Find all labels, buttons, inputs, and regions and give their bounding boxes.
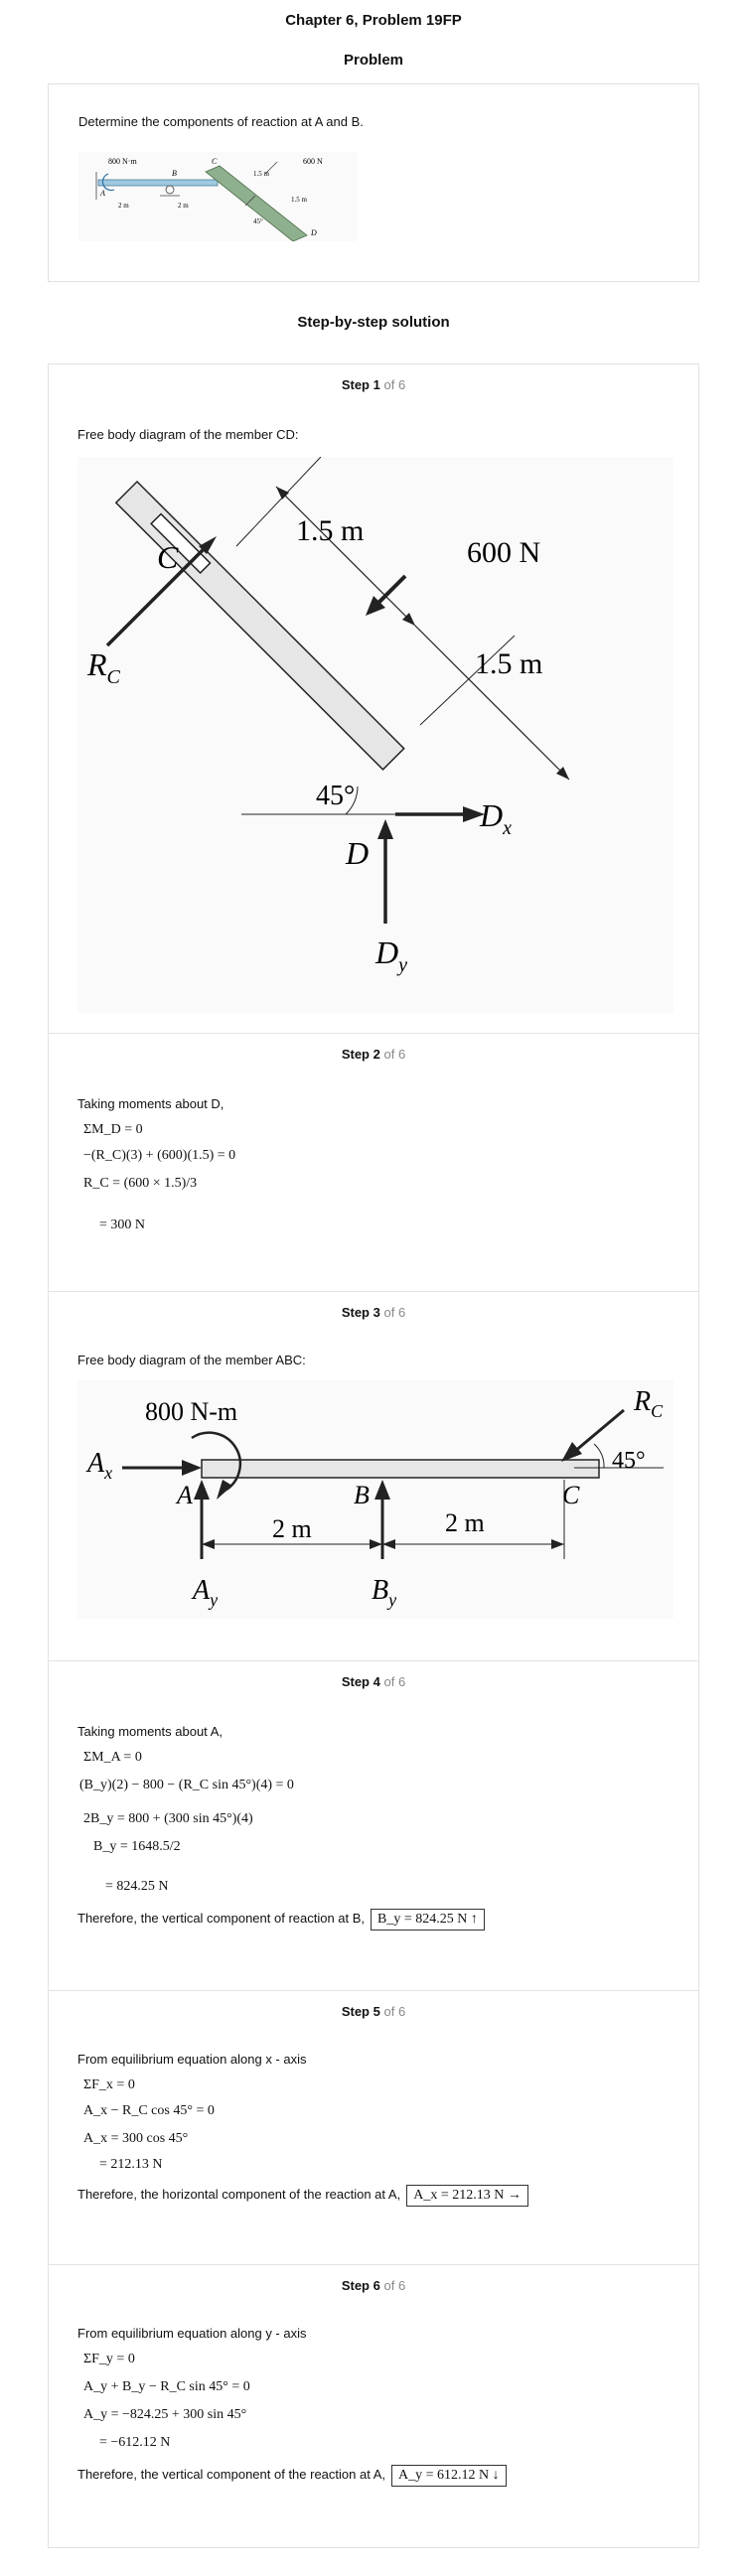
step-2-of: of 6 bbox=[383, 1047, 406, 1062]
step-5-line-1: ΣF_x = 0 bbox=[83, 2077, 135, 2092]
step-5-line-3: A_x = 300 cos 45° bbox=[83, 2131, 189, 2146]
step-2-number: 2 bbox=[373, 1047, 380, 1062]
problem-moment-label: 800 N·m bbox=[108, 157, 137, 166]
problem-label-b: B bbox=[172, 169, 177, 178]
problem-heading: Problem bbox=[343, 52, 403, 69]
step-1-of: of 6 bbox=[383, 377, 406, 392]
step-5-text: From equilibrium equation along x - axis bbox=[77, 2052, 307, 2067]
step-3-span2-label: 2 m bbox=[445, 1508, 485, 1537]
problem-dim2-label: 1.5 m bbox=[291, 196, 307, 204]
problem-label-a: A bbox=[100, 189, 105, 198]
step-1-figure bbox=[77, 457, 673, 1013]
step-5-header bbox=[0, 2004, 747, 2019]
step-4-line-2: (B_y)(2) − 800 − (R_C sin 45°)(4) = 0 bbox=[79, 1778, 294, 1792]
step-1-word: Step bbox=[341, 377, 370, 392]
step-4-of: of 6 bbox=[383, 1674, 406, 1689]
step-3-text: Free body diagram of the member ABC: bbox=[77, 1353, 306, 1367]
step-3-label-c: C bbox=[562, 1481, 580, 1509]
step-3-ax-label: $A_x$ bbox=[87, 1448, 113, 1483]
step-6-line-3: A_y = −824.25 + 300 sin 45° bbox=[83, 2407, 247, 2422]
step-6-header bbox=[0, 2278, 747, 2293]
step-6-of: of 6 bbox=[383, 2278, 406, 2293]
step-1-dy-label: $D_y$ bbox=[375, 934, 407, 976]
problem-dim1-label: 1.5 m bbox=[253, 170, 269, 178]
step-1-dx-label: $D_x$ bbox=[480, 797, 512, 839]
step-2-line-3: R_C = (600 × 1.5)/3 bbox=[83, 1176, 198, 1191]
problem-force-label: 600 N bbox=[303, 157, 323, 166]
problem-label-c: C bbox=[212, 157, 218, 166]
step-6-line-2: A_y + B_y − R_C sin 45° = 0 bbox=[83, 2379, 250, 2394]
step-2-text: Taking moments about D, bbox=[77, 1096, 224, 1111]
step-separator bbox=[48, 1990, 699, 1991]
problem-label-d: D bbox=[311, 228, 317, 237]
problem-span1-label: 2 m bbox=[118, 202, 129, 210]
step-1-dim1-label: 1.5 m bbox=[296, 514, 365, 547]
problem-angle-label: 45° bbox=[253, 217, 263, 225]
step-5-of: of 6 bbox=[383, 2004, 406, 2019]
step-1-number: 1 bbox=[373, 377, 380, 392]
step-3-of: of 6 bbox=[383, 1305, 406, 1320]
step-6-line-4: = −612.12 N bbox=[99, 2435, 171, 2450]
problem-text-content: Determine the components of reaction at A and B. bbox=[78, 114, 364, 129]
step-6-text: From equilibrium equation along y - axis bbox=[77, 2326, 307, 2341]
step-3-by-label: $B_y$ bbox=[372, 1575, 397, 1610]
step-4-conclusion-text: Therefore, the vertical component of reaction at B, bbox=[77, 1911, 366, 1926]
step-1-label-d: D bbox=[346, 835, 370, 871]
step-3-label-a: A bbox=[177, 1481, 193, 1509]
step-4-number: 4 bbox=[373, 1674, 380, 1689]
step-1-header bbox=[0, 377, 747, 392]
step-4-line-1: ΣM_A = 0 bbox=[83, 1750, 142, 1765]
step-3-moment-label: 800 N-m bbox=[145, 1397, 238, 1426]
step-5-line-4: = 212.13 N bbox=[99, 2157, 163, 2172]
step-2-line-4: = 300 N bbox=[99, 1217, 146, 1232]
problem-text bbox=[78, 114, 364, 129]
step-1-force-label: 600 N bbox=[467, 536, 541, 569]
step-6-number: 6 bbox=[373, 2278, 380, 2293]
step-2-header bbox=[0, 1047, 747, 1062]
problem-figure bbox=[78, 152, 357, 241]
step-3-ay-label: $A_y$ bbox=[193, 1575, 219, 1610]
step-4-conclusion bbox=[77, 1909, 485, 1931]
step-6-word: Step bbox=[341, 2278, 370, 2293]
step-3-word: Step bbox=[341, 1305, 370, 1320]
step-5-word: Step bbox=[341, 2004, 370, 2019]
problem-box bbox=[48, 83, 699, 282]
step-1-label-c: C bbox=[157, 539, 179, 575]
step-6-conclusion-text: Therefore, the vertical component of the reaction at A, bbox=[77, 2467, 386, 2482]
step-separator bbox=[48, 1033, 699, 1034]
solution-heading: Step-by-step solution bbox=[297, 314, 450, 331]
step-3-label-b: B bbox=[354, 1481, 370, 1509]
step-3-header bbox=[0, 1305, 747, 1320]
step-5-line-2: A_x − R_C cos 45° = 0 bbox=[83, 2103, 215, 2118]
step-6-answer-box: A_y = 612.12 N ↓ bbox=[391, 2465, 507, 2487]
step-6-conclusion bbox=[77, 2465, 507, 2487]
step-3-number: 3 bbox=[373, 1305, 380, 1320]
step-4-line-4: B_y = 1648.5/2 bbox=[93, 1839, 181, 1854]
step-4-header bbox=[0, 1674, 747, 1689]
step-4-word: Step bbox=[341, 1674, 370, 1689]
step-6-line-1: ΣF_y = 0 bbox=[83, 2352, 135, 2366]
step-5-conclusion bbox=[77, 2185, 528, 2207]
step-1-angle-label: 45° bbox=[316, 781, 356, 811]
step-4-text: Taking moments about A, bbox=[77, 1724, 223, 1739]
step-3-figure bbox=[77, 1380, 673, 1619]
step-1-text: Free body diagram of the member CD: bbox=[77, 427, 299, 442]
step-4-line-3: 2B_y = 800 + (300 sin 45°)(4) bbox=[83, 1811, 253, 1826]
step-1-rc-label: $R_C$ bbox=[87, 646, 120, 688]
step-2-word: Step bbox=[341, 1047, 370, 1062]
step-separator bbox=[48, 2264, 699, 2265]
step-separator bbox=[48, 1291, 699, 1292]
step-2-line-2: −(R_C)(3) + (600)(1.5) = 0 bbox=[83, 1148, 236, 1163]
step-separator bbox=[48, 1660, 699, 1661]
page-title: Chapter 6, Problem 19FP bbox=[285, 12, 462, 29]
step-3-angle-label: 45° bbox=[612, 1448, 646, 1474]
step-1-dim2-label: 1.5 m bbox=[475, 647, 543, 680]
step-4-answer-box: B_y = 824.25 N ↑ bbox=[371, 1909, 485, 1931]
step-5-answer-box: A_x = 212.13 N → bbox=[406, 2185, 528, 2207]
step-3-span1-label: 2 m bbox=[272, 1514, 312, 1543]
step-5-number: 5 bbox=[373, 2004, 380, 2019]
step-2-line-1: ΣM_D = 0 bbox=[83, 1122, 143, 1137]
step-4-line-5: = 824.25 N bbox=[105, 1879, 169, 1894]
step-5-conclusion-text: Therefore, the horizontal component of the reaction at A, bbox=[77, 2187, 401, 2202]
problem-span2-label: 2 m bbox=[178, 202, 189, 210]
step-3-rc-label: $R_C$ bbox=[634, 1386, 664, 1421]
